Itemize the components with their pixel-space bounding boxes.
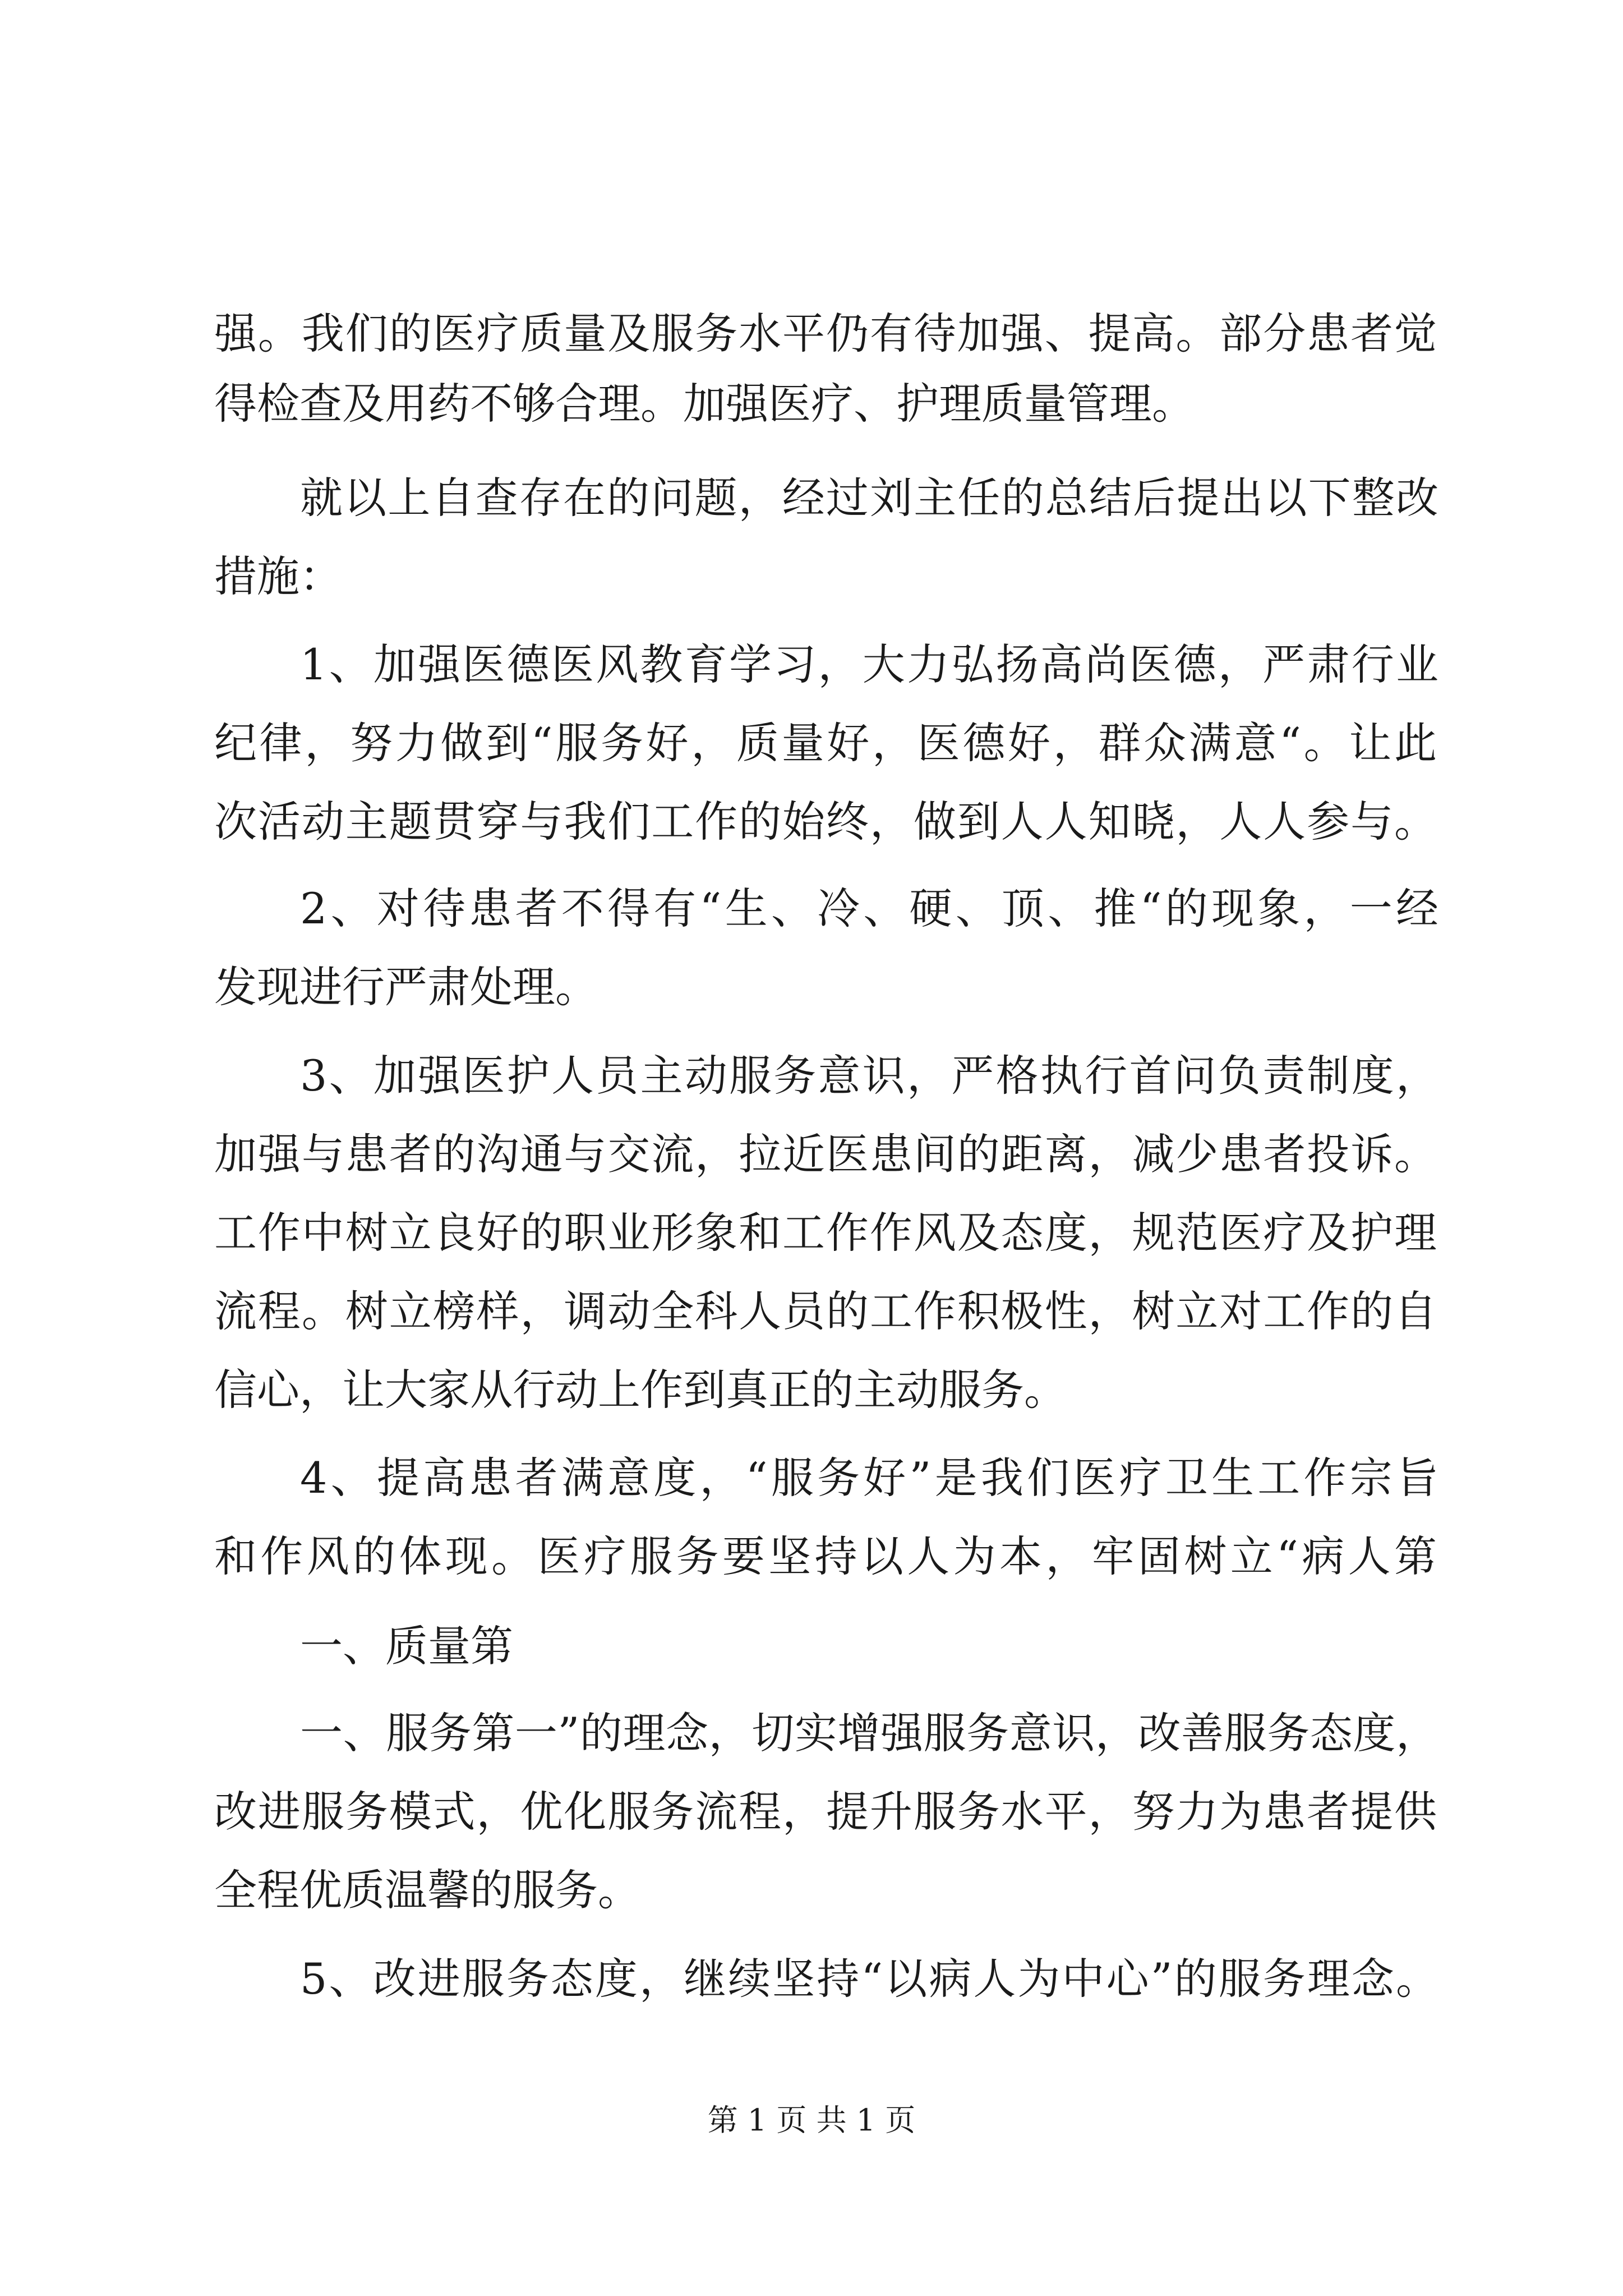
text-line: 就以上自查存在的问题，经过刘主任的总结后提出以下整改 <box>300 473 1438 523</box>
text-line: 次活动主题贯穿与我们工作的始终，做到人人知晓，人人参与。 <box>214 797 1437 846</box>
text-line: 流程。树立榜样，调动全科人员的工作积极性，树立对工作的自 <box>214 1286 1437 1336</box>
text-line: 加强与患者的沟通与交流，拉近医患间的距离，减少患者投诉。 <box>214 1129 1437 1179</box>
text-line: 和作风的体现。医疗服务要坚持以人为本，牢固树立“病人第 <box>214 1531 1437 1581</box>
page-footer: 第 1 页 共 1 页 <box>707 2102 916 2138</box>
text-line: 措施： <box>214 551 342 601</box>
text-line: 1、加强医德医风教育学习，大力弘扬高尚医德，严肃行业 <box>300 639 1438 689</box>
text-line: 2、对待患者不得有“生、冷、硬、顶、推“的现象，一经 <box>300 884 1438 933</box>
text-line: 得检查及用药不够合理。加强医疗、护理质量管理。 <box>214 379 1195 429</box>
text-line: 工作中树立良好的职业形象和工作作风及态度，规范医疗及护理 <box>214 1208 1437 1258</box>
text-line: 改进服务模式，优化服务流程，提升服务水平，努力为患者提供 <box>214 1787 1437 1837</box>
text-line: 发现进行严肃处理。 <box>214 962 598 1012</box>
text-line: 3、加强医护人员主动服务意识，严格执行首问负责制度， <box>300 1051 1438 1101</box>
text-line: 信心，让大家从行动上作到真正的主动服务。 <box>214 1365 1067 1415</box>
text-line: 一、服务第一”的理念，切实增强服务意识，改善服务态度， <box>300 1708 1438 1758</box>
text-line: 一、质量第 <box>300 1621 513 1671</box>
text-line: 强。我们的医疗质量及服务水平仍有待加强、提高。部分患者觉 <box>214 309 1437 358</box>
text-line: 5、改进服务态度，继续坚持“以病人为中心”的服务理念。 <box>300 1954 1438 2004</box>
text-line: 纪律，努力做到“服务好，质量好，医德好，群众满意“。让此 <box>214 718 1437 768</box>
text-line: 全程优质温馨的服务。 <box>214 1865 640 1915</box>
text-line: 4、提高患者满意度，“服务好”是我们医疗卫生工作宗旨 <box>300 1453 1438 1503</box>
